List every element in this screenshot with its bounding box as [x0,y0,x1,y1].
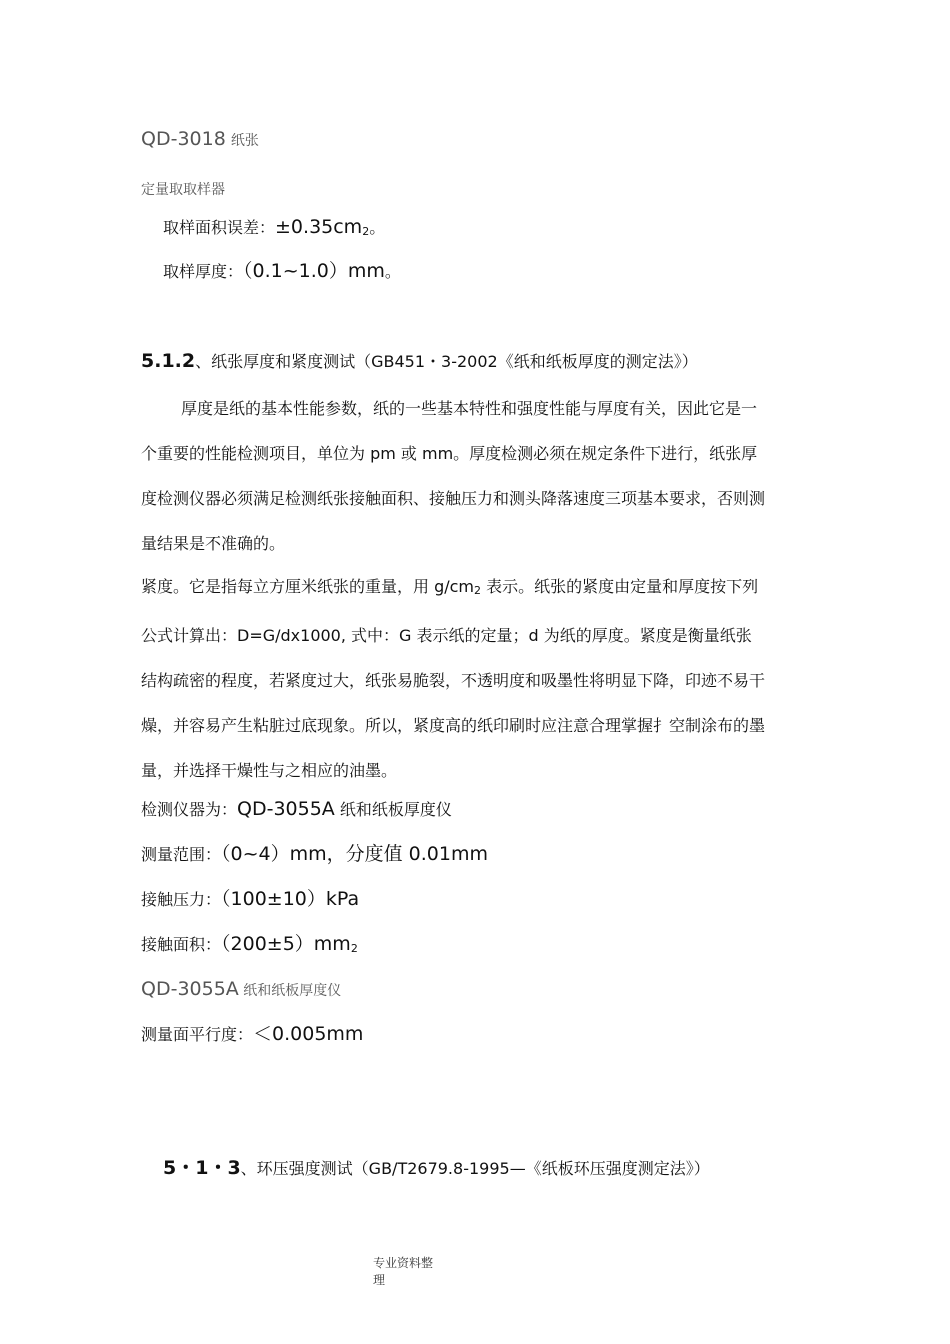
pressure-line: 接触压力：（100±10）kPa [141,888,360,910]
thickness-paragraph: 厚度是纸的基本性能参数，纸的一些基本特性和强度性能与厚度有关，因此它是一 个重要的性能检测项目，单位为 pm 或 mm。厚度检测必须在规定条件下进行，纸张厚 度检测仪器必须满足检测纸张接触面积、接触压力和测头降落速度三项基本要求，否则测 量结果是不准确的。 [141,399,766,553]
page-footer: 专业资料整 理 [373,1256,434,1287]
sampler-area-error: 取样面积误差：$\pm 0.35cm_2$。 [163,216,386,238]
parallelism-line: 测量面平行度：＜0.005mm [141,1023,364,1045]
instrument-caption: QD-3055A 纸和纸板厚度仪 [141,978,342,1000]
sampler-name: 定量取取样器 [141,182,225,198]
contact-area-line: 接触面积：$(200\pm 5)mm_2$ [141,933,358,955]
section-512-heading: 5.1.2、纸张厚度和紧度测试（GB451・3-2002《纸和纸板厚度的测定法》） [141,350,698,372]
sampler-model: QD-3018 纸张 [141,128,259,150]
instrument-line: 检测仪器为：QD-3055A 纸和纸板厚度仪 [141,798,452,820]
sampler-thickness: 取样厚度：（0.1~1.0）mm。 [163,260,401,282]
range-line: 测量范围：（0~4）mm，分度值 0.01mm [141,843,488,865]
density-paragraph: 紧度。它是指每立方厘米纸张的重量，用 $g/cm_2$ 表示。纸张的紧度由定量和厚度按下列 公式计算出：D=G/dx1000, 式中：G 表示纸的定量；d 为纸的厚度。紧度是衡量纸张 结构疏密的程度，若紧度过大，纸张易脆裂，不透明度和吸墨性将明显下降，印迹不易干 燥，并容易产生粘脏过底现象。所以，紧度高的纸印刷时应注意合理掌握扌空制涂布的墨 量，并选择干燥性与之相应的油墨。 [141,577,766,780]
section-513-heading: 5・1・3、环压强度测试（GB/T2679.8-1995—《纸板环压强度测定法》） [163,1157,710,1179]
